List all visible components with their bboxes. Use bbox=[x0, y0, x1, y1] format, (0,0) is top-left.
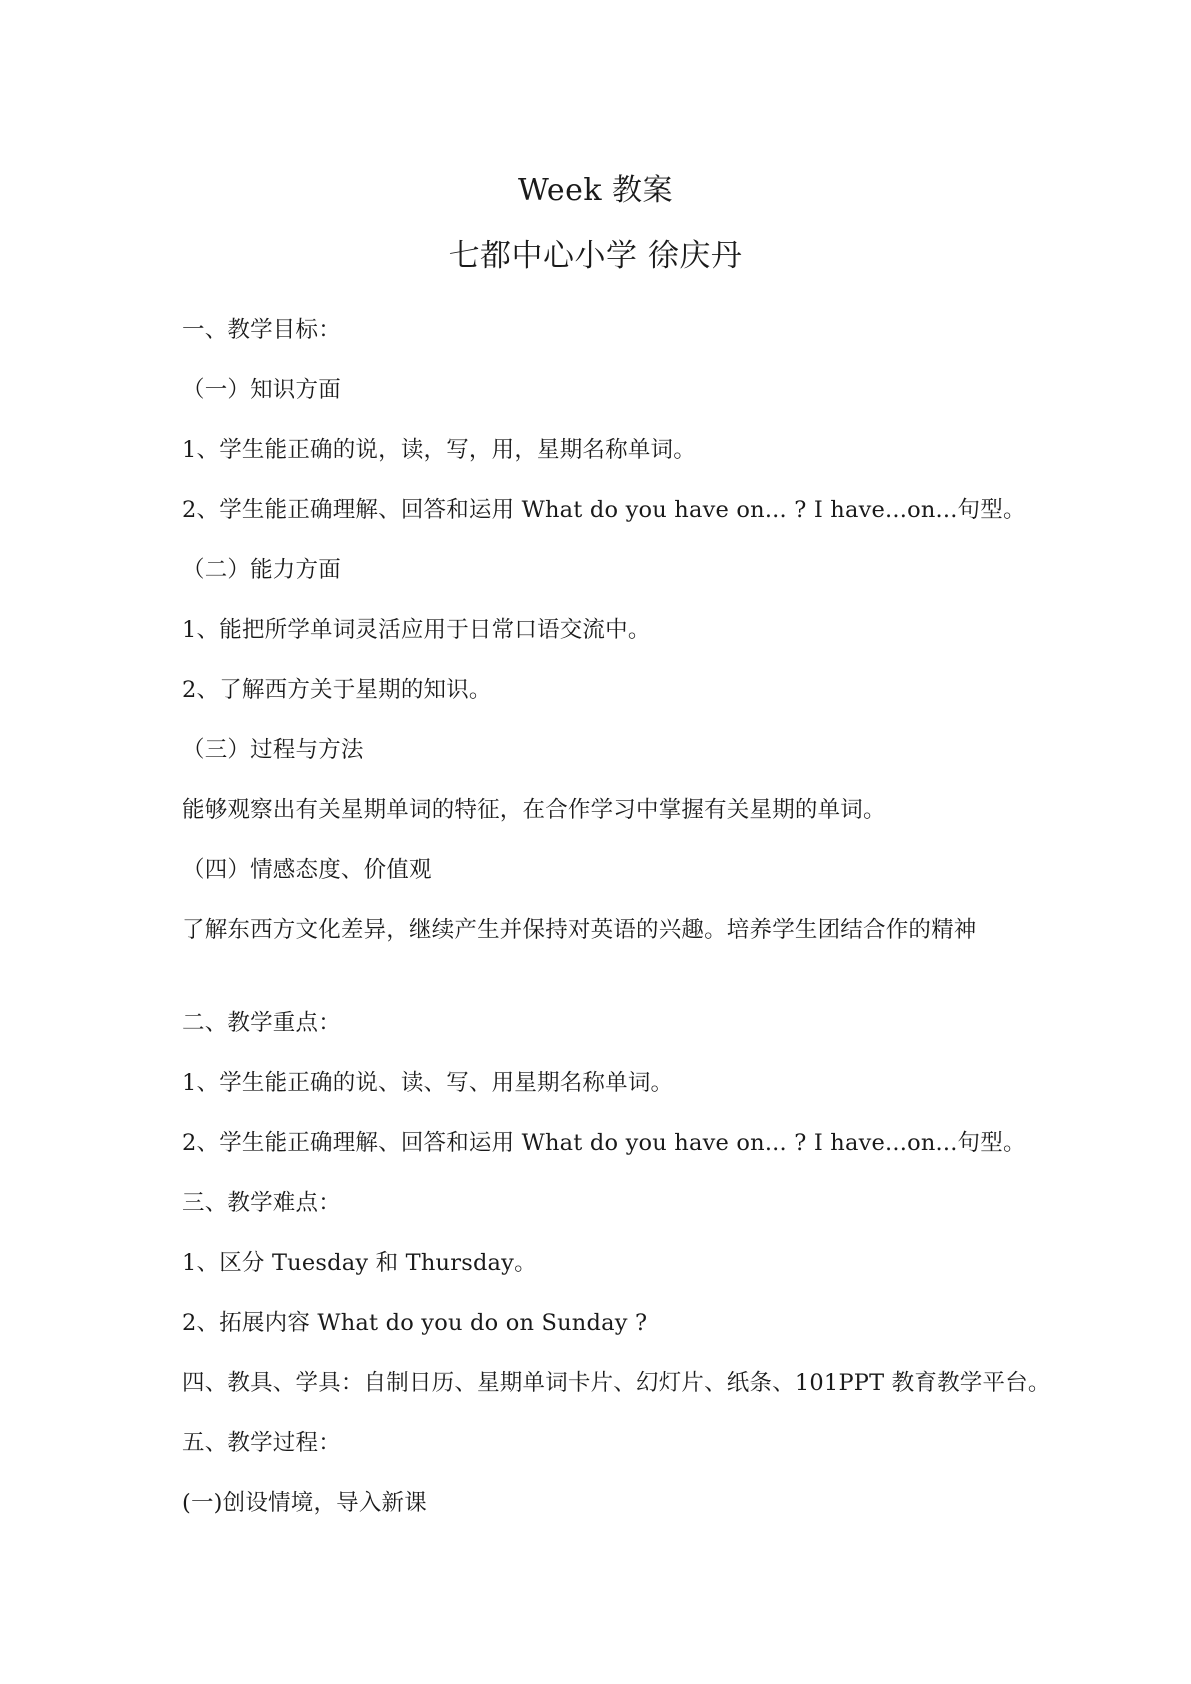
subsection-values: （四）情感态度、价值观 bbox=[182, 857, 432, 883]
author-line: 七都中心小学 徐庆丹 bbox=[448, 238, 743, 274]
section-heading-objectives: 一、教学目标： bbox=[182, 317, 341, 343]
list-item: 2、了解西方关于星期的知识。 bbox=[182, 677, 492, 703]
list-item: 2、拓展内容 What do you do on Sunday ? bbox=[182, 1310, 648, 1336]
list-item: 1、学生能正确的说，读，写，用，星期名称单词。 bbox=[182, 437, 696, 463]
subsection-process: （三）过程与方法 bbox=[182, 737, 364, 763]
section-heading-materials: 四、教具、学具：自制日历、星期单词卡片、幻灯片、纸条、101PPT 教育教学平台。 bbox=[182, 1370, 1051, 1396]
document-title: Week 教案 bbox=[517, 173, 674, 208]
subsection-ability: （二）能力方面 bbox=[182, 557, 341, 583]
list-item: 1、学生能正确的说、读、写、用星期名称单词。 bbox=[182, 1070, 674, 1096]
list-item: 2、学生能正确理解、回答和运用 What do you have on... ? I have...on...句型。 bbox=[182, 497, 1026, 523]
list-item: 1、能把所学单词灵活应用于日常口语交流中。 bbox=[182, 617, 651, 643]
section-heading-difficulties: 三、教学难点： bbox=[182, 1190, 341, 1216]
paragraph: 能够观察出有关星期单词的特征，在合作学习中掌握有关星期的单词。 bbox=[182, 797, 886, 823]
list-item: 2、学生能正确理解、回答和运用 What do you have on... ? I have...on...句型。 bbox=[182, 1130, 1026, 1156]
paragraph: 了解东西方文化差异，继续产生并保持对英语的兴趣。培养学生团结合作的精神 bbox=[182, 917, 977, 943]
list-item: 1、区分 Tuesday 和 Thursday。 bbox=[182, 1250, 537, 1276]
section-heading-procedure: 五、教学过程： bbox=[182, 1430, 341, 1456]
subsection-introduction: (一)创设情境，导入新课 bbox=[182, 1490, 427, 1516]
subsection-knowledge: （一）知识方面 bbox=[182, 377, 341, 403]
section-heading-key-points: 二、教学重点： bbox=[182, 1010, 341, 1036]
